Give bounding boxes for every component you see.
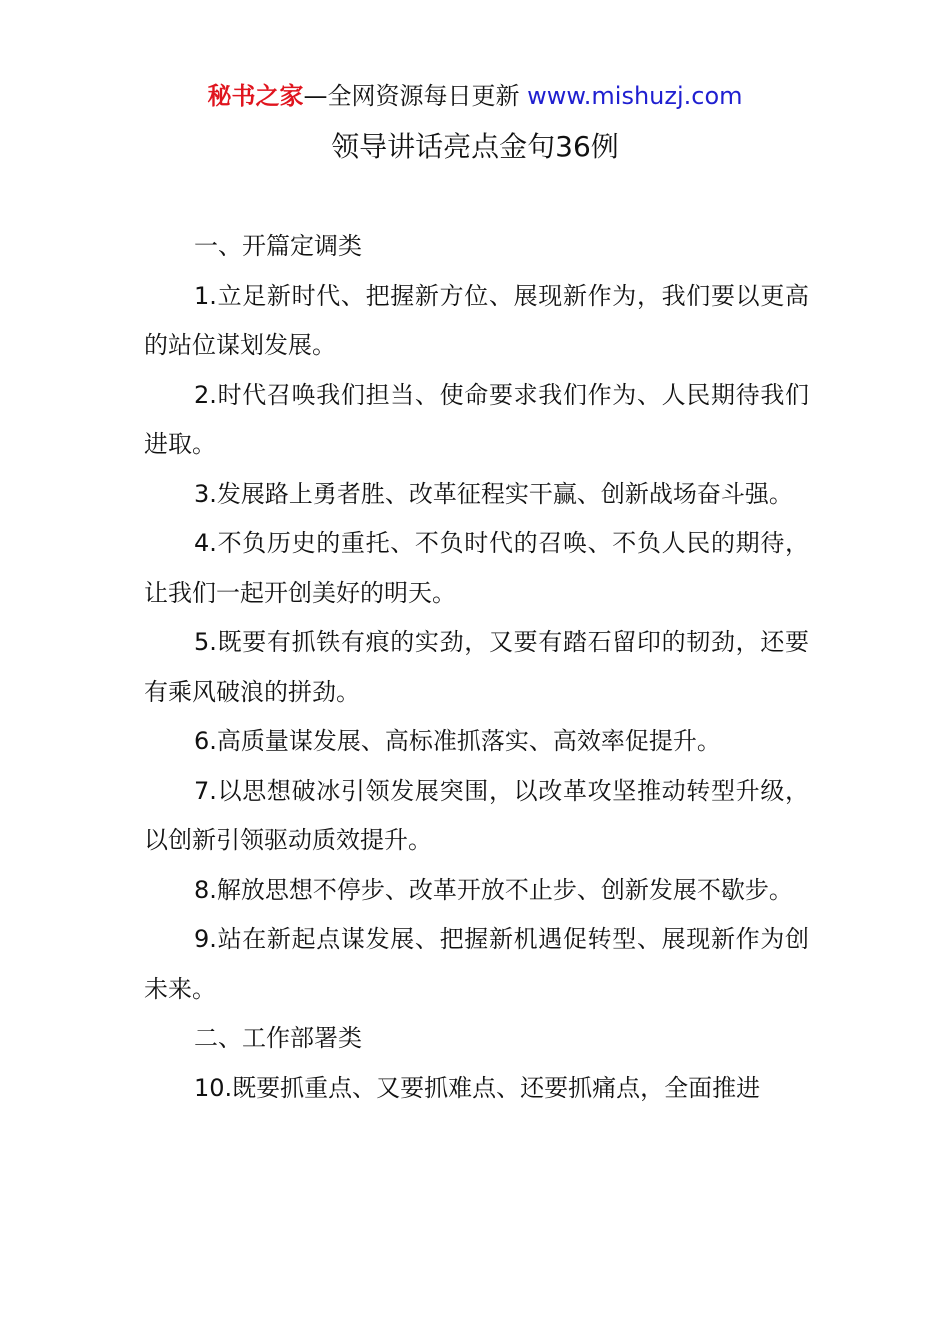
paragraph: 3.发展路上勇者胜、改革征程实干赢、创新战场奋斗强。 bbox=[194, 479, 793, 508]
header-tagline: —全网资源每日更新 bbox=[303, 82, 528, 110]
paragraph: 5.既要有抓铁有痕的实劲，又要有踏石留印的韧劲，还要有乘风破浪的拼劲。 bbox=[144, 628, 809, 706]
paragraph: 4.不负历史的重托、不负时代的召唤、不负人民的期待，让我们一起开创美好的明天。 bbox=[144, 529, 809, 607]
paragraph: 1.立足新时代、把握新方位、展现新作为，我们要以更高的站位谋划发展。 bbox=[144, 281, 809, 359]
section-heading: 一、开篇定调类 bbox=[194, 232, 362, 260]
section-heading: 二、工作部署类 bbox=[194, 1024, 362, 1052]
paragraph: 6.高质量谋发展、高标准抓落实、高效率促提升。 bbox=[194, 727, 721, 755]
document-title: 领导讲话亮点金句36例 bbox=[331, 130, 619, 163]
paragraph: 7.以思想破冰引领发展突围，以改革攻坚推动转型升级，以创新引领驱动质效提升。 bbox=[144, 776, 809, 854]
paragraph: 10.既要抓重点、又要抓难点、还要抓痛点，全面推进 bbox=[194, 1073, 761, 1102]
paragraph: 8.解放思想不停步、改革开放不止步、创新发展不歇步。 bbox=[194, 875, 793, 904]
paragraph: 9.站在新起点谋发展、把握新机遇促转型、展现新作为创未来。 bbox=[144, 925, 809, 1003]
paragraph: 2.时代召唤我们担当、使命要求我们作为、人民期待我们进取。 bbox=[144, 380, 809, 458]
brand-name: 秘书之家 bbox=[207, 82, 304, 110]
site-url-link[interactable]: www.mishuzj.com bbox=[527, 82, 743, 110]
document-body bbox=[144, 222, 809, 1113]
site-header bbox=[0, 78, 950, 114]
